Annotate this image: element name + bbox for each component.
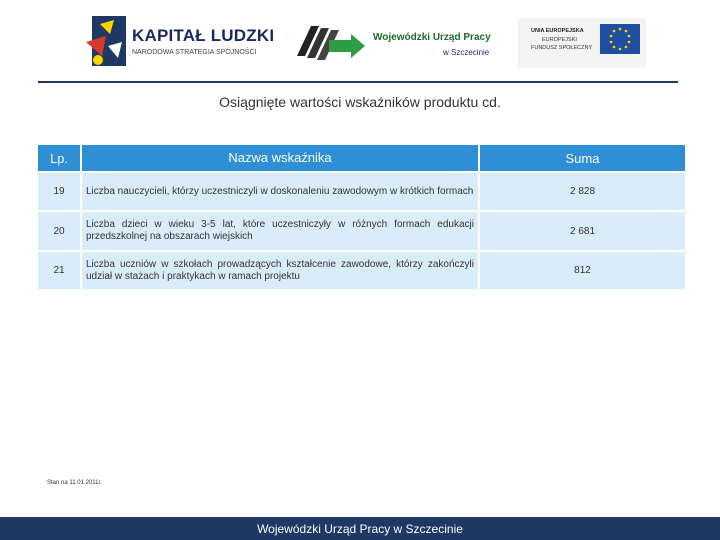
footnote-date: Stan na 11.01.2011r. [47, 480, 102, 486]
wup-subtitle: w Szczecinie [443, 48, 490, 57]
row-sum: 2 828 [480, 171, 685, 210]
header-name: Nazwa wskaźnika [82, 145, 480, 171]
row-lp: 19 [38, 171, 82, 210]
eu-flag-icon [518, 18, 646, 68]
row-name: Liczba dzieci w wieku 3-5 lat, które uczestniczyły w różnych formach edukacji przedszkolnej na obszarach wiejskich [82, 210, 480, 250]
table-row [38, 171, 685, 210]
header-divider [38, 81, 678, 83]
header-sum: Suma [480, 145, 685, 171]
row-sum: 812 [480, 250, 685, 289]
wup-logo [293, 18, 503, 68]
eu-line3: FUNDUSZ SPOŁECZNY [531, 45, 593, 51]
kapital-ludzki-subtitle: NARODOWA STRATEGIA SPÓJNOŚCI [132, 49, 257, 56]
header-lp: Lp. [38, 145, 82, 171]
table-header-row [38, 145, 685, 171]
page-title: Osiągnięte wartości wskaźników produktu cd. [219, 94, 501, 110]
row-lp: 20 [38, 210, 82, 250]
indicators-table [38, 145, 685, 289]
wup-emblem-icon [293, 18, 369, 68]
wup-title: Wojewódzki Urząd Pracy [373, 32, 491, 43]
row-name: Liczba uczniów w szkołach prowadzących kształcenie zawodowe, którzy zakończyli udział w stażach i praktykach w ramach projektu [82, 250, 480, 289]
eu-line1: UNIA EUROPEJSKA [531, 28, 584, 34]
kapital-ludzki-title: KAPITAŁ LUDZKI [132, 26, 275, 45]
eu-line2: EUROPEJSKI [542, 37, 577, 43]
kapital-ludzki-logo [84, 12, 275, 70]
table-row [38, 210, 685, 250]
table-row [38, 250, 685, 289]
eu-logo [518, 18, 646, 68]
kapital-ludzki-emblem-icon [84, 12, 130, 70]
header-logos [0, 0, 720, 85]
row-lp: 21 [38, 250, 82, 289]
footer-text: Wojewódzki Urząd Pracy w Szczecinie [257, 522, 463, 536]
row-sum: 2 681 [480, 210, 685, 250]
row-name: Liczba nauczycieli, którzy uczestniczyli w doskonaleniu zawodowym w krótkich formach [82, 171, 480, 210]
